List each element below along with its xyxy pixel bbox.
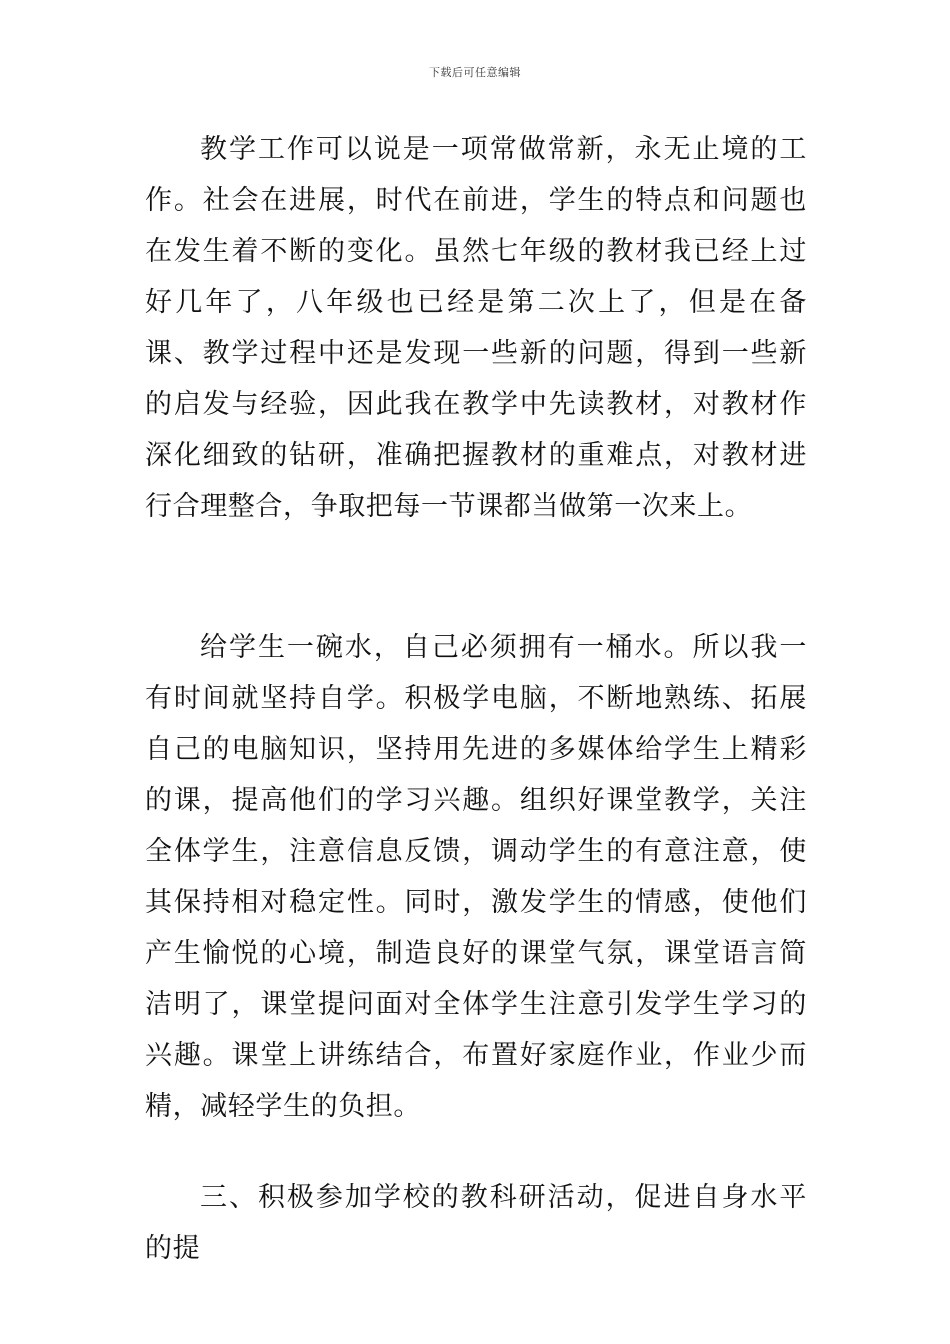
paragraph-self-study: 给学生一碗水，自己必须拥有一桶水。所以我一有时间就坚持自学。积极学电脑，不断地熟练、拓展自己的电脑知识，坚持用先进的多媒体给学生上精彩的课，提高他们的学习兴趣。组织好课堂教学，关注全体学生，注意信息反馈，调动学生的有意注意，使其保持相对稳定性。同时，激发学生的情感，使他们产生愉悦的心境，制造良好的课堂气氛，课堂语言简洁明了，课堂提问面对全体学生注意引发学生学习的兴趣。课堂上讲练结合，布置好家庭作业，作业少而精，减轻学生的负担。 [145,632,807,1122]
page-header: 下载后可任意编辑 [429,66,521,79]
paragraph-section-three: 三、积极参加学校的教科研活动，促进自身水平的提 [145,1182,807,1264]
paragraph-teaching-work: 教学工作可以说是一项常做常新，永无止境的工作。社会在进展，时代在前进，学生的特点和问题也在发生着不断的变化。虽然七年级的教材我已经上过好几年了，八年级也已经是第二次上了，但是在备课、教学过程中还是发现一些新的问题，得到一些新的启发与经验，因此我在教学中先读教材，对教材作深化细致的钻研，准确把握教材的重难点，对教材进行合理整合，争取把每一节课都当做第一次来上。 [145,134,807,522]
